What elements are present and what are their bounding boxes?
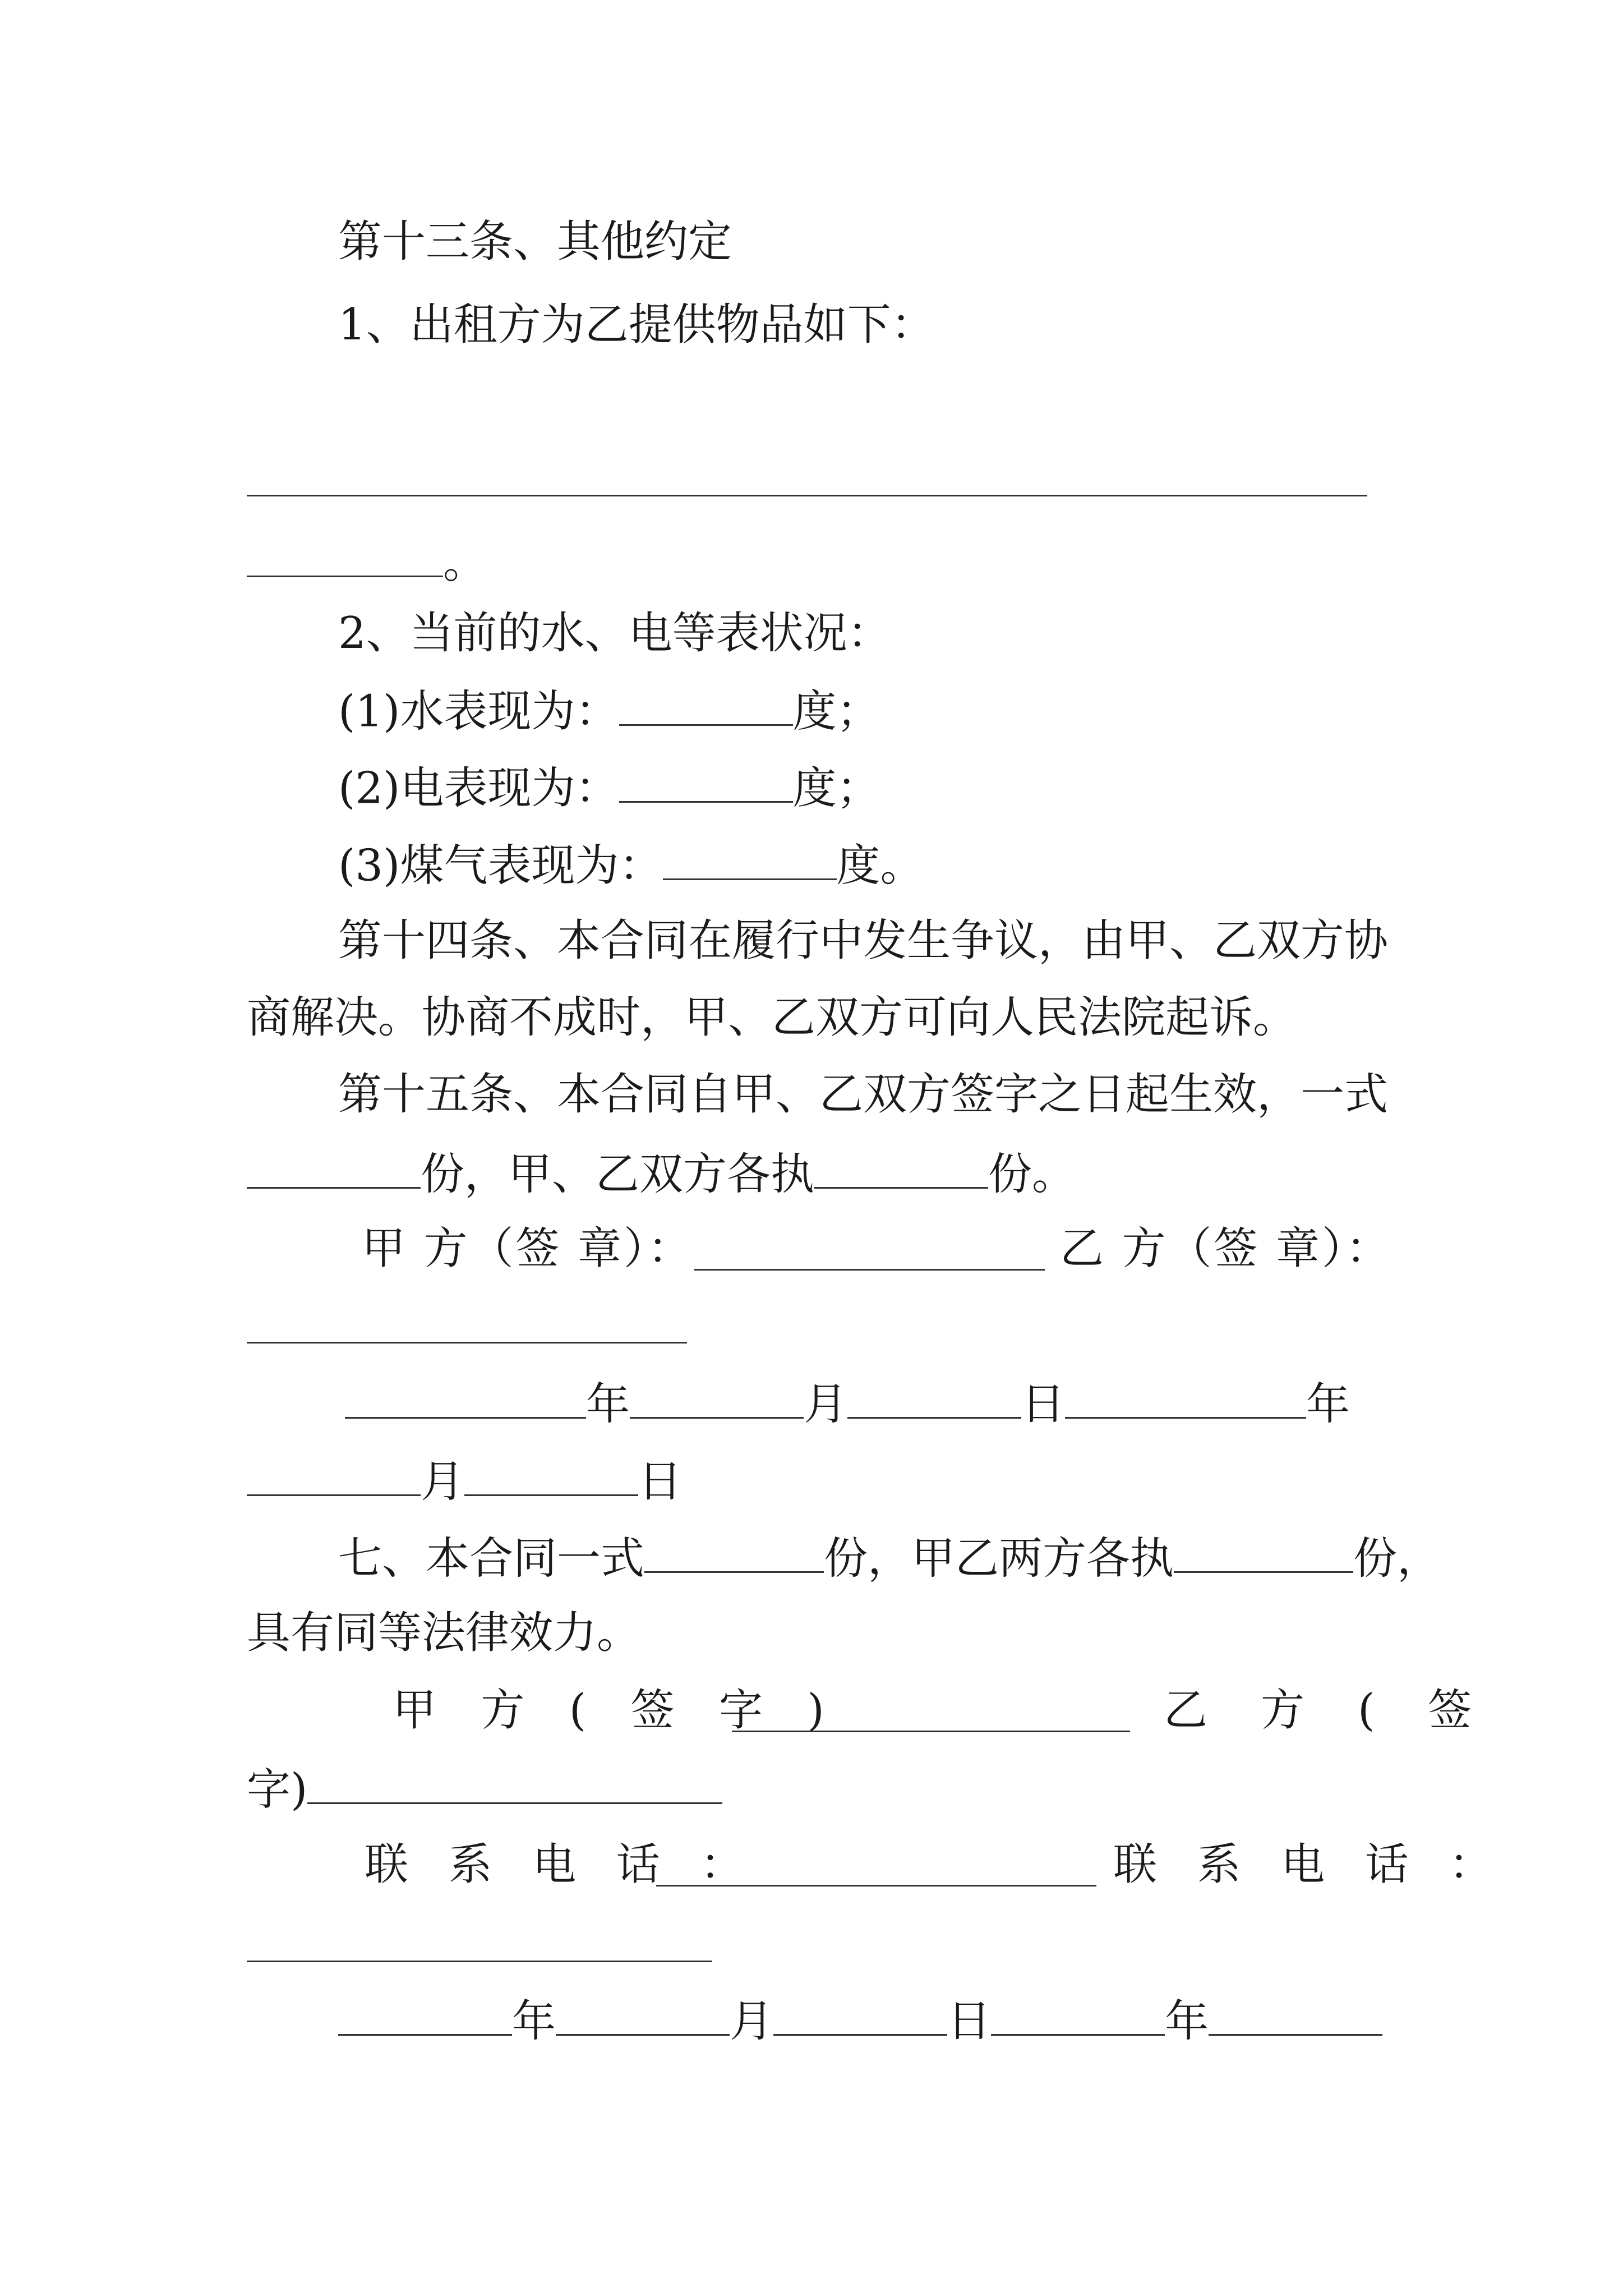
date-3-day-blank[interactable] [773,1997,947,2036]
party-a-sign-blank[interactable] [732,1731,1130,1732]
date-3-year-label: 年 [512,1996,556,2047]
date-4-year-blank[interactable] [991,1997,1165,2036]
party-a-seal-label: 甲 方（签 章）： [362,1223,694,1274]
items-fill-line[interactable] [247,495,1367,496]
gas-meter-unit: 度。 [836,840,924,891]
date-2-month-blank[interactable] [247,1457,421,1496]
article-13-item-2: 2、当前的水、电等表状况： [338,608,891,659]
date-1-day-blank[interactable] [847,1380,1021,1419]
electric-meter-blank[interactable] [619,764,793,803]
article-13-item-1: 1、出租方为乙提供物品如下： [338,300,935,350]
date-3-day-label: 日 [947,1996,992,2047]
total-copies-blank[interactable] [247,1150,421,1189]
clause-7-mid: 份，甲乙两方各执 [824,1533,1174,1584]
gas-meter-line [338,840,924,891]
gas-meter-blank[interactable] [663,841,837,880]
date-line-1 [345,1379,1350,1430]
each-copies-blank[interactable] [814,1150,988,1189]
date-1-year-blank[interactable] [345,1380,586,1419]
date-1-month-label: 月 [804,1379,848,1430]
clause-7-total-blank[interactable] [644,1534,824,1573]
date-1-month-blank[interactable] [630,1380,804,1419]
date-2-year-label: 年 [1306,1379,1350,1430]
party-a-seal-blank[interactable] [694,1269,1045,1271]
date-2-year-blank[interactable] [1065,1380,1306,1419]
party-b-sign-cont [247,1764,722,1815]
party-a-phone-label: 联 系 电 话 ： [365,1839,757,1890]
party-a-phone-blank[interactable] [656,1885,1096,1887]
date-4-year-label: 年 [1165,1996,1209,2047]
party-b-phone-blank[interactable] [247,1961,712,1962]
clause-7-prefix: 七、本合同一式 [338,1533,645,1584]
items-fill-line-end [247,537,487,588]
water-meter-unit: 度； [792,686,880,737]
date-3-month-label: 月 [730,1996,774,2047]
party-b-sign-blank[interactable] [307,1765,722,1804]
party-b-phone-label: 联 系 电 话 ： [1113,1839,1506,1890]
clause-7-each-blank[interactable] [1174,1534,1353,1573]
items-fill-blank[interactable] [247,539,443,577]
date-line-3 [338,1996,1382,2047]
water-meter-line [338,686,880,737]
party-a-sign-label: 甲 方 ( 签 字 ) [393,1685,840,1736]
date-line-2 [247,1456,683,1507]
article-14-line-2: 商解决。协商不成时，甲、乙双方可向人民法院起诉。 [247,992,1297,1043]
article-14-line-1: 第十四条、本合同在履行中发生争议，由甲、乙双方协 [338,915,1389,966]
date-3-year-blank[interactable] [338,1997,512,2036]
electric-meter-label: (2)电表现为： [338,763,619,814]
date-2-day-label: 日 [638,1456,683,1507]
clause-7-line-2: 具有同等法律效力。 [247,1608,641,1658]
date-1-year-label: 年 [586,1379,630,1430]
party-b-seal-blank[interactable] [247,1342,687,1343]
article-13-title: 第十三条、其他约定 [338,217,732,267]
date-4-month-blank[interactable] [1209,1997,1382,2036]
date-3-month-blank[interactable] [556,1997,730,2036]
clause-7-line-1 [338,1533,1441,1584]
water-meter-blank[interactable] [619,687,793,726]
copies-end: 份。 [988,1149,1076,1200]
date-2-day-blank[interactable] [464,1457,638,1496]
items-fill-period: 。 [443,537,487,588]
water-meter-label: (1)水表现为： [338,686,619,737]
copies-text: 份，甲、乙双方各执 [421,1149,815,1200]
article-15-line-1: 第十五条、本合同自甲、乙双方签字之日起生效，一式 [338,1069,1389,1120]
gas-meter-label: (3)煤气表现为： [338,840,663,891]
party-b-sign-label-cont: 字) [247,1764,308,1815]
date-1-day-label: 日 [1021,1379,1066,1430]
article-15-line-2 [247,1149,1076,1200]
party-b-sign-label: 乙 方 ( 签 [1164,1685,1492,1736]
party-b-seal-label: 乙 方（签 章）： [1060,1223,1392,1274]
clause-7-suffix: 份， [1353,1533,1441,1584]
electric-meter-unit: 度； [792,763,880,814]
date-2-month-label: 月 [421,1456,465,1507]
electric-meter-line [338,763,880,814]
